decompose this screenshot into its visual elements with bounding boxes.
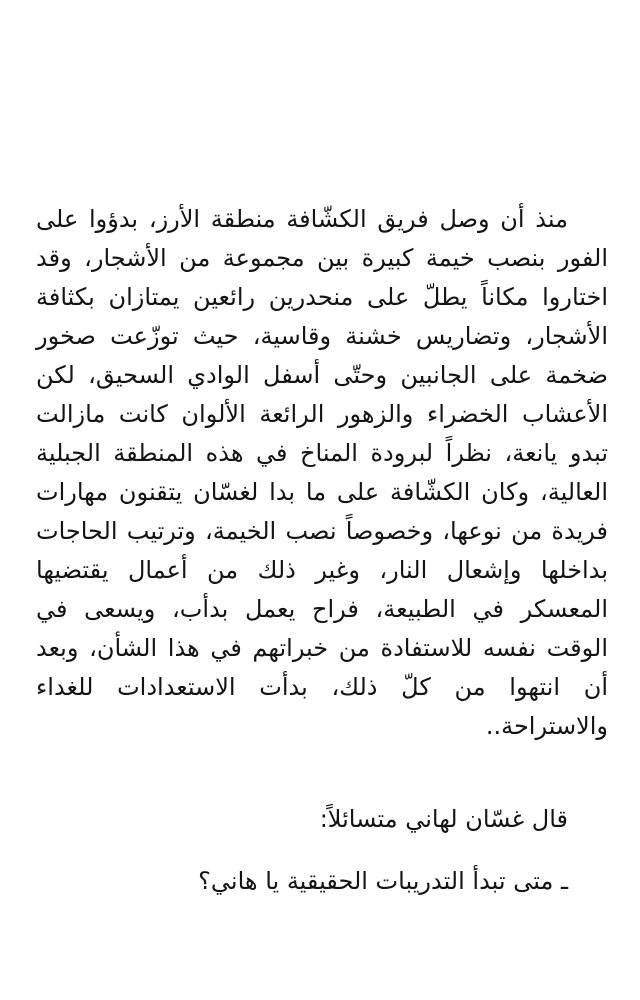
body-paragraph-dialogue-intro: قال غسّان لهاني متسائلاً:	[319, 805, 568, 833]
body-paragraph-narration: منذ أن وصل فريق الكشّافة منطقة الأرز، بدؤوا على الفور بنصب خيمة كبيرة بين مجموعة من الأشجار، وقد اختاروا مكاناً يطلّ على منحدرين رائعين يمتازان بكثافة الأشجار، وتضاريس خشنة وقاسية، حيث توزّعت صخور ضخمة على الجانبين وحتّى أسفل الوادي السحيق، لكن الأعشاب الخضراء والزهور الرائعة الألوان كانت مازالت تبدو يانعة، نظراً لبرودة المناخ في هذه المنطقة الجبلية العالية، وكان الكشّافة على ما بدا لغسّان يتقنون مهارات فريدة من نوعها، وخصوصاً نصب الخيمة، وترتيب الحاجات بداخلها وإشعال النار، وغير ذلك من أعمال يقتضيها المعسكر في الطبيعة، فراح يعمل بدأب، ويسعى في الوقت نفسه للاستفادة من خبراتهم في هذا الشأن، وبعد أن انتهوا من كلّ ذلك، بدأت الاستعدادات للغداء والاستراحة..	[36, 205, 608, 740]
body-paragraph-dialogue-line: ـ متى تبدأ التدريبات الحقيقية يا هاني؟	[198, 867, 568, 895]
